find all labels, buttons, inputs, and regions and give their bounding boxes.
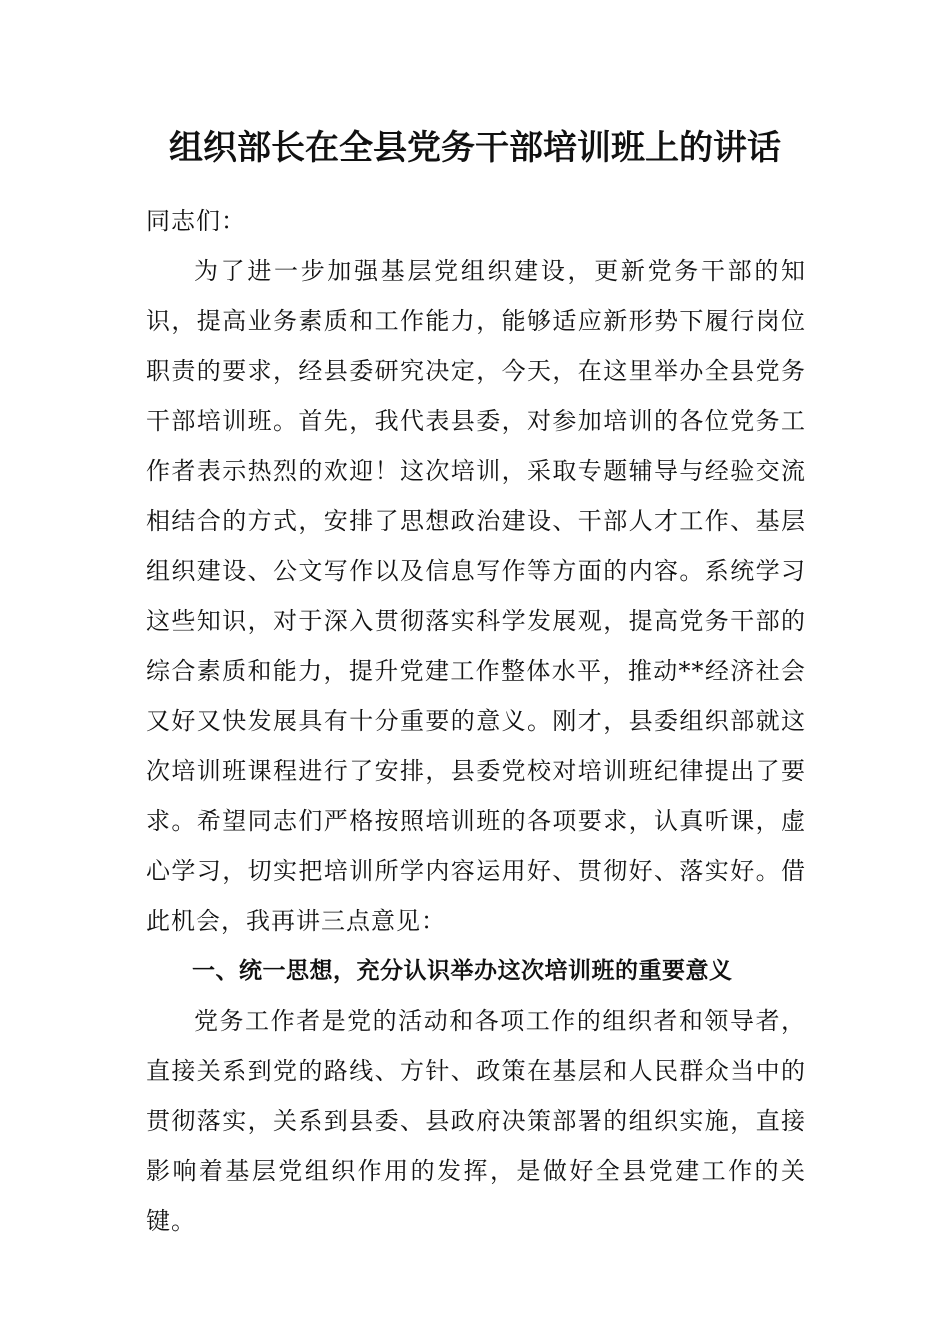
document-body [146, 196, 806, 1246]
salutation: 同志们： [146, 207, 246, 235]
paragraph-intro: 为了进一步加强基层党组织建设，更新党务干部的知识，提高业务素质和工作能力，能够适应新形势下履行岗位职责的要求，经县委研究决定，今天，在这里举办全县党务干部培训班。首先，我代表县委，对参加培训的各位党务工作者表示热烈的欢迎！这次培训，采取专题辅导与经验交流相结合的方式，安排了思想政治建设、干部人才工作、基层组织建设、公文写作以及信息写作等方面的内容。系统学习这些知识，对于深入贯彻落实科学发展观，提高党务干部的综合素质和能力，提升党建工作整体水平，推动**经济社会又好又快发展具有十分重要的意义。刚才，县委组织部就这次培训班课程进行了安排，县委党校对培训班纪律提出了要求。希望同志们严格按照培训班的各项要求，认真听课，虚心学习，切实把培训所学内容运用好、贯彻好、落实好。借此机会，我再讲三点意见： [146, 257, 806, 935]
document-title: 组织部长在全县党务干部培训班上的讲话 [169, 128, 781, 168]
paragraph-section-1: 党务工作者是党的活动和各项工作的组织者和领导者，直接关系到党的路线、方针、政策在基层和人民群众当中的贯彻落实，关系到县委、县政府决策部署的组织实施，直接影响着基层党组织作用的发挥，是做好全县党建工作的关键。 [146, 1007, 806, 1235]
section-heading-1: 一、统一思想，充分认识举办这次培训班的重要意义 [192, 958, 733, 984]
